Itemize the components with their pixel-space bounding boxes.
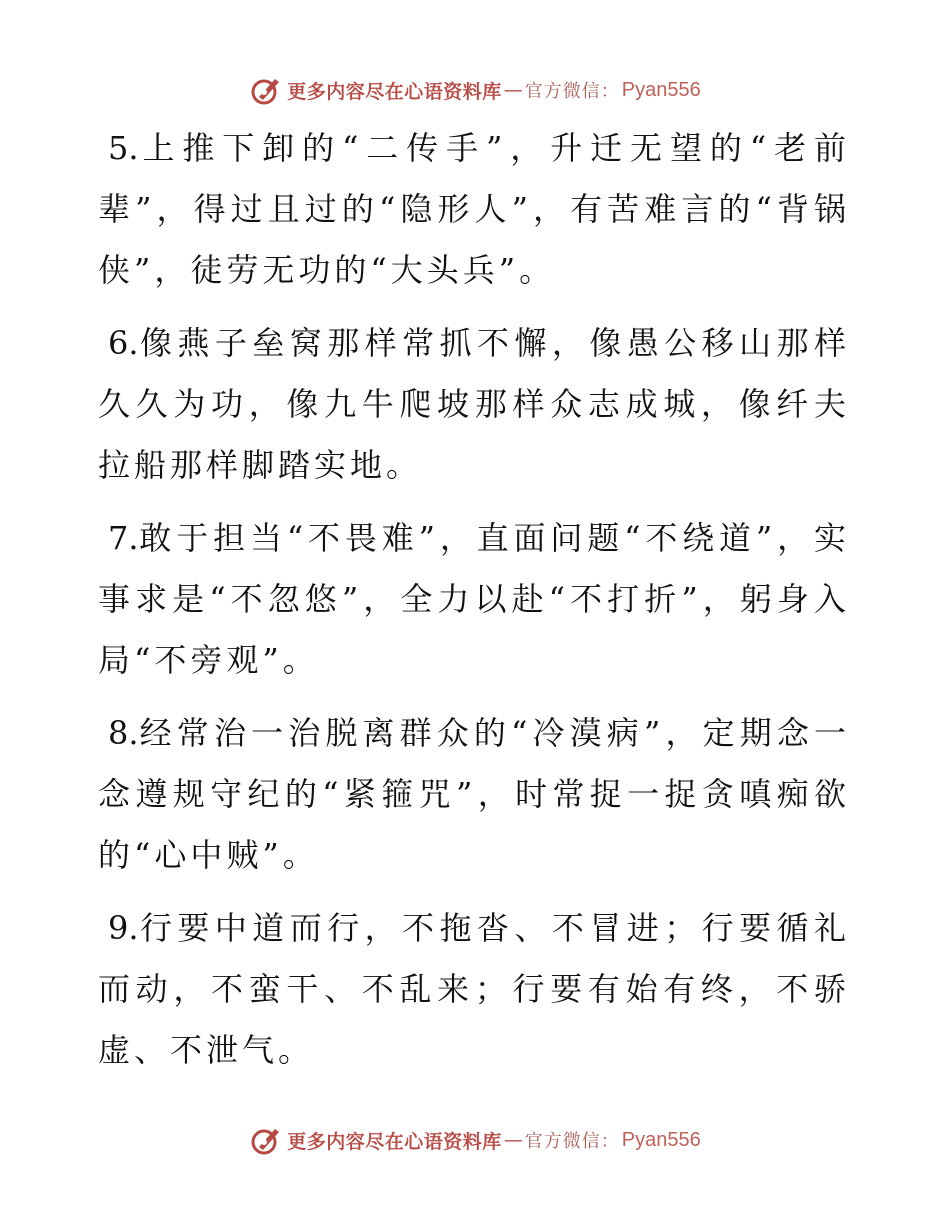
pen-in-circle-icon [249, 1123, 283, 1157]
item-text: 行要中道而行，不拖沓、不冒进；行要循礼而动，不蛮干、不乱来；行要有始有终，不骄虚、不泄气。 [98, 909, 850, 1069]
pen-in-circle-icon [249, 73, 283, 107]
watermark-label: 官方微信： [524, 1131, 620, 1152]
item-text: 经常治一治脱离群众的“冷漠病”，定期念一念遵规守纪的“紧箍咒”，时常捉一捉贪嗔痴欲的“心中贼”。 [98, 714, 850, 874]
item-number: 8. [108, 714, 139, 752]
item-number: 5. [108, 129, 139, 167]
list-item [98, 508, 850, 691]
footer-watermark [0, 1120, 950, 1160]
watermark-id: Pyan556 [621, 1128, 701, 1151]
item-text: 敢于担当“不畏难”，直面问题“不绕道”，实事求是“不忽悠”，全力以赴“不打折”，躬身入局“不旁观”。 [98, 519, 850, 679]
document-body [98, 118, 850, 1093]
watermark-dash: — [503, 1129, 523, 1151]
item-number: 6. [108, 324, 139, 362]
watermark-dash: — [503, 79, 523, 101]
watermark-main-text: 更多内容尽在心语资料库 [287, 80, 502, 103]
item-number: 7. [108, 519, 139, 557]
item-text: 上推下卸的“二传手”，升迁无望的“老前辈”，得过且过的“隐形人”，有苦难言的“背锅侠”，徒劳无功的“大头兵”。 [98, 129, 850, 289]
list-item [98, 313, 850, 496]
watermark-id: Pyan556 [621, 78, 701, 101]
list-item [98, 118, 850, 301]
item-number: 9. [108, 909, 139, 947]
list-item [98, 703, 850, 886]
watermark-main-text: 更多内容尽在心语资料库 [287, 1130, 502, 1153]
list-item [98, 898, 850, 1081]
item-text: 像燕子垒窝那样常抓不懈，像愚公移山那样久久为功，像九牛爬坡那样众志成城，像纤夫拉船那样脚踏实地。 [98, 324, 850, 484]
header-watermark [0, 70, 950, 110]
watermark-label: 官方微信： [524, 81, 620, 102]
